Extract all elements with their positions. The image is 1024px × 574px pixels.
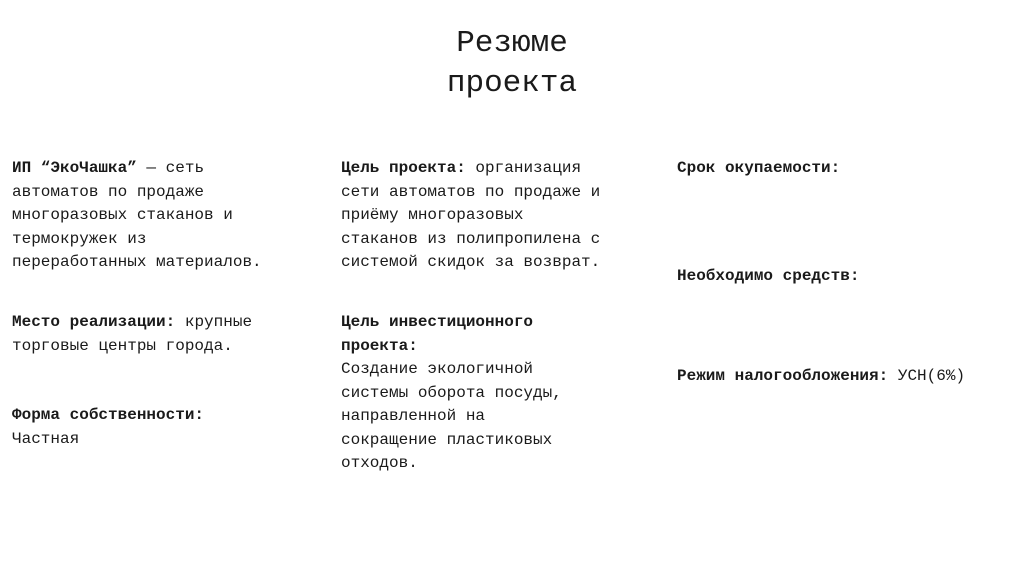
project-goal-text: организация сети автоматов по продаже и приёму многоразовых стаканов из полипропилена с системой скидок за возврат. [341, 159, 601, 271]
ownership-label: Форма собственности: [12, 406, 205, 424]
page-title-line-2: проекта [446, 66, 578, 101]
tax-text: УСН(6%) [888, 367, 966, 385]
column-right [677, 157, 1022, 397]
location-text: крупные торговые центры города. [12, 313, 253, 355]
project-goal-block [341, 157, 600, 275]
company-name-label: ИП “ЭкоЧашка” [12, 159, 137, 177]
funds-label: Необходимо средств: [677, 267, 860, 285]
investment-goal-text: Создание экологичной системы оборота посуды, направленной на сокращение пластиковых отходов. [341, 360, 562, 472]
investment-goal-block [341, 311, 562, 476]
ownership-block [12, 404, 204, 451]
tax-block [677, 365, 965, 389]
location-label: Место реализации: [12, 313, 176, 331]
payback-block [677, 157, 840, 181]
investment-goal-label: Цель инвестиционного проекта: [341, 313, 534, 355]
page-title [0, 24, 1024, 104]
ownership-text: Частная [12, 429, 80, 448]
funds-block [677, 265, 859, 289]
payback-label: Срок окупаемости: [677, 159, 841, 177]
column-middle [341, 157, 671, 477]
company-description [12, 157, 262, 275]
tax-label: Режим налогообложения: [677, 367, 889, 385]
company-description-text: — сеть автоматов по продаже многоразовых стаканов и термокружек из переработанных материалов. [12, 159, 262, 271]
page-title-line-1: Резюме [456, 26, 568, 61]
column-left [12, 157, 332, 457]
location-block [12, 311, 252, 358]
project-goal-label: Цель проекта: [341, 159, 466, 177]
